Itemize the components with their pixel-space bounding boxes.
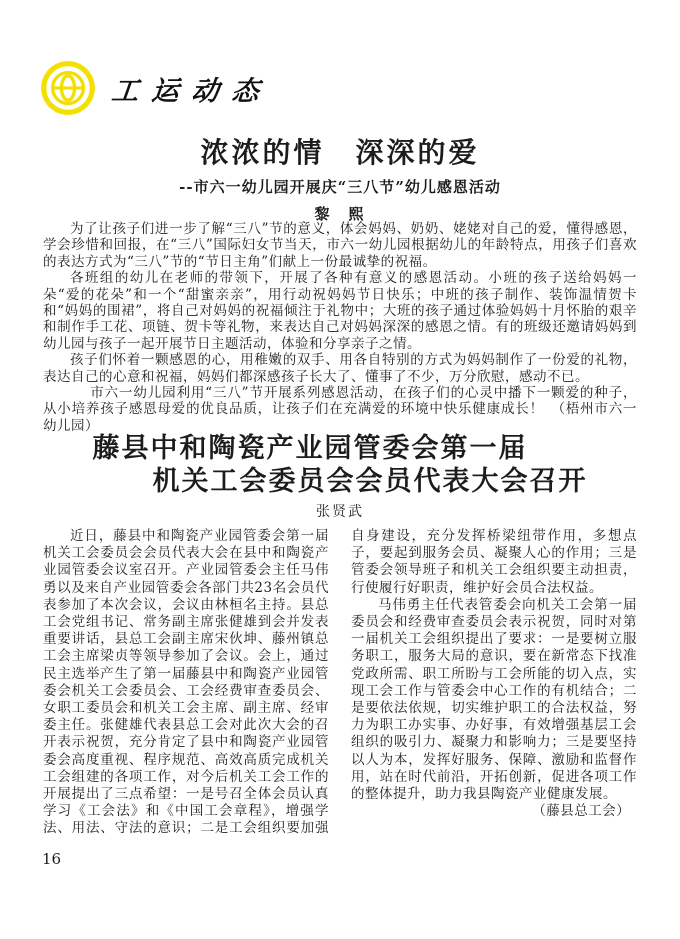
masthead-title: 工运动态 bbox=[110, 75, 274, 107]
article2-author: 张贤武 bbox=[316, 504, 364, 520]
article1-paragraph: 各班组的幼儿在老师的带领下，开展了各种有意义的感恩活动。小班的孩子送给妈妈一朵“爱的花朵”和一个“甜蜜亲亲”，用行动祝妈妈节日快乐；中班的孩子制作、装饰温情贺卡和“妈妈的围裙”，将自己对妈妈的祝福倾注于礼物中；大班的孩子通过体验妈妈十月怀胎的艰辛和制作手工花、项链、贺卡等礼物，来表达自己对妈妈深深的感恩之情。有的班级还邀请妈妈到幼儿园与孩子一起开展节日主题活动，体验和分享亲子之情。 bbox=[43, 270, 637, 352]
article2-title-line1: 藤县中和陶瓷产业园管委会第一届 bbox=[92, 433, 528, 464]
article2-body bbox=[43, 528, 637, 844]
masthead bbox=[40, 60, 272, 116]
article2-paragraph: 近日，藤县中和陶瓷产业园管委会第一届机关工会委员会会员代表大会在县中和陶瓷产业园管委会议室召开。产业园管委会主任马伟勇以及来自产业园管委会各部门共23名会员代表参加了本次会议，会议由林桓名主持。县总工会党组书记、常务副主席张健雄到会并发表重要讲话，县总工会副主席宋伙坤、藤州镇总工会主席梁贞等领导参加了会议。会上，通过民主选举产生了第一届藤县中和陶瓷产业园管委会机关工会委员会、工会经费审查委员会、女职工委员会和机关工会主席、副主席、经审委主任。张健雄代表县总工会对此次大会的召开表示祝贺，充分肯定了县中和陶瓷产业园管委会高度重视、程序规范、高效高质完成机关工会组建的各项工作，对今后机关工会工作的开展提出了三点希望：一是号召全体会员认真学习《工会法》和《中国工会章程》，增强学法、用法、守法的意识；二是工会组织要加强自身建设，充分发挥桥梁纽带作用，多想点子，要起到服务会员、凝聚人心的作用；三是管委会领导班子和机关工会组织要主动担责，行使履行好职责，维护好会员合法权益。 bbox=[43, 528, 637, 837]
article2-title bbox=[0, 432, 680, 498]
article1-paragraph: 市六一幼儿园利用“三八”节开展系列感恩活动，在孩子们的心灵中播下一颗爱的种子，从小培养孩子感恩母爱的优良品质，让孩子们在充满爱的环境中快乐健康成长！ （梧州市六一幼儿园） bbox=[43, 385, 637, 434]
article2-title-line2: 机关工会委员会会员代表大会召开 bbox=[152, 466, 588, 497]
article1-paragraph: 为了让孩子们进一步了解“三八”节的意义，体会妈妈、奶奶、姥姥对自己的爱，懂得感恩，学会珍惜和回报，在“三八”国际妇女节当天，市六一幼儿园根据幼儿的年龄特点，用孩子们喜欢的表达方式为“三八”节的“节日主角”们献上一份最诚挚的祝福。 bbox=[43, 221, 637, 270]
trade-union-emblem-icon bbox=[40, 60, 96, 116]
article1-author: 黎 熙 bbox=[314, 205, 366, 223]
article1-title: 浓浓的情 深深的爱 bbox=[200, 136, 480, 169]
article2-paragraph: 马伟勇主任代表管委会向机关工会第一届委员会和经费审查委员会表示祝贺，同时对第一届机关工会组织提出了要求：一是要树立服务职工，服务大局的意识，要在新常态下找准党政所需、职工所盼与工会所能的切入点，实现工会工作与管委会中心工作的有机结合；二是要依法依规，切实维护职工的合法权益，努力为职工办实事、办好事，有效增强基层工会组织的吸引力、凝聚力和影响力；三是要坚持以人为本，发挥好服务、保障、激励和监督作用，站在时代前沿，开拓创新，促进各项工作的整体提升，助力我县陶瓷产业健康发展。 bbox=[351, 596, 637, 803]
article2-signature: （藤县总工会） bbox=[532, 803, 631, 820]
article1-paragraph: 孩子们怀着一颗感恩的心，用稚嫩的双手、用各自特别的方式为妈妈制作了一份爱的礼物，表达自己的心意和祝福，妈妈们都深感孩子长大了、懂事了不少，万分欣慰，感动不已。 bbox=[43, 352, 637, 385]
page-number: 16 bbox=[42, 850, 62, 868]
article1-body bbox=[43, 221, 637, 434]
article1-subtitle: --市六一幼儿园开展庆“三八节”幼儿感恩活动 bbox=[179, 178, 501, 196]
